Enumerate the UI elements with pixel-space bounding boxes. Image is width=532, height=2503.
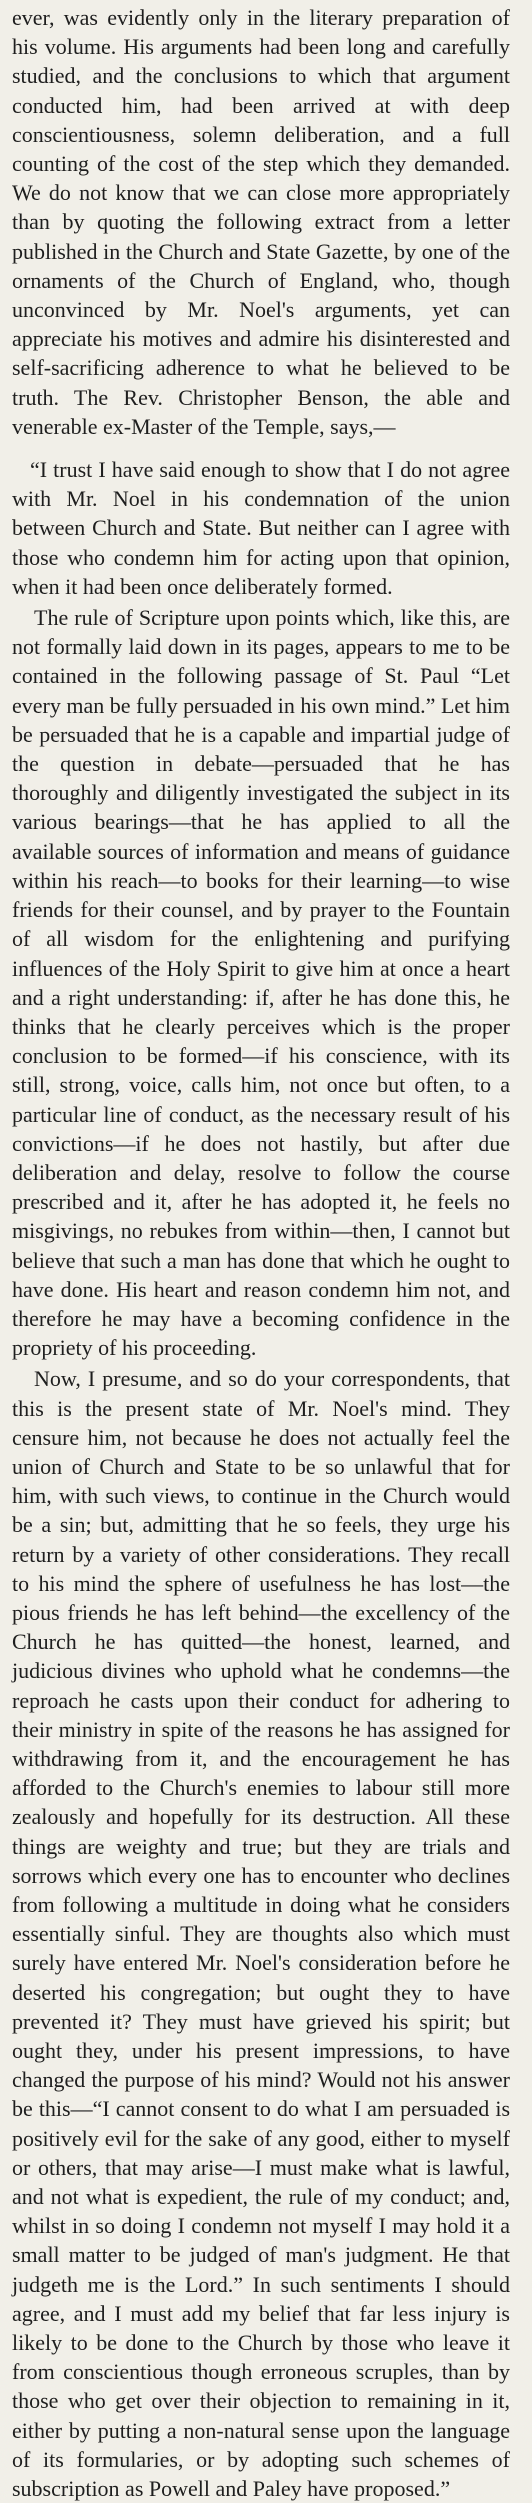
- benson-quotation: [12, 455, 510, 2503]
- intro-paragraph: ever, was evidently only in the literary preparation of his volume. His arguments had been long and carefully studied, and the conclusions to which that argument conducted him, had been arrived at with deep conscientiousness, solemn deliberation, and a full counting of the cost of the step which they demanded. We do not know that we can close more appropriately than by quoting the following extract from a letter published in the Church and State Gazette, by one of the ornaments of the Church of England, who, though unconvinced by Mr. Noel's arguments, yet can appreciate his motives and admire his disinterested and self-sacrificing adherence to what he believed to be truth. The Rev. Christopher Benson, the able and venerable ex-Master of the Temple, says,—: [12, 5, 510, 439]
- quote-paragraph-2: The rule of Scripture upon points which, like this, are not formally laid down in its pages, appears to me to be contained in the following passage of St. Paul “Let every man be fully persuaded in his own mind.” Let him be persuaded that he is a capable and impartial judge of the question in debate—persuaded that he has thoroughly and diligently investigated the subject in its various bearings—that he has applied to all the available sources of information and means of guidance within his reach—to books for their learning—to wise friends for their counsel, and by prayer to the Fountain of all wisdom for the enlightening and purifying influences of the Holy Spirit to give him at once a heart and a right understanding: if, after he has done this, he thinks that he clearly perceives which is the proper conclusion to be formed—if his conscience, with its still, strong, voice, calls him, not once but often, to a particular line of conduct, as the necessary result of his convictions—if he does not hastily, but after due deliberation and delay, resolve to follow the course prescribed and it, after he has adopted it, he feels no misgivings, no rebukes from within—then, I cannot but believe that such a man has done that which he ought to have done. His heart and reason condemn him not, and therefore he may have a becoming confidence in the propriety of his proceeding.: [12, 605, 510, 1361]
- quote-paragraph-1: “I trust I have said enough to show that I do not agree with Mr. Noel in his condemnation of the union between Church and State. But neither can I agree with those who condemn him for acting upon that opinion, when it had been once deliberately formed.: [12, 457, 510, 599]
- quote-paragraph-3: Now, I presume, and so do your correspondents, that this is the present state of Mr. Noel's mind. They censure him, not because he does not actually feel the union of Church and State to be so unlawful that for him, with such views, to continue in the Church would be a sin; but, admitting that he so feels, they urge his return by a variety of other considerations. They recall to his mind the sphere of usefulness he has lost—the pious friends he has left behind—the excellency of the Church he has quitted—the honest, learned, and judicious divines who uphold what he condemns—the reproach he casts upon their conduct for adhering to their ministry in spite of the reasons he has assigned for withdrawing from it, and the encouragement he has afforded to the Church's enemies to labour still more zealously and hopefully for its destruction. All these things are weighty and true; but they are trials and sorrows which every one has to encounter who declines from following a multitude in doing what he considers essentially sinful. They are thoughts also which must surely have entered Mr. Noel's consideration before he deserted his congregation; but ought they to have prevented it? They must have grieved his spirit; but ought they, under his present impressions, to have changed the purpose of his mind? Would not his answer be this—“I cannot consent to do what I am persuaded is positively evil for the sake of any good, either to myself or others, that may arise—I must make what is lawful, and not what is expedient, the rule of my conduct; and, whilst in so doing I condemn not myself I may hold it a small matter to be judged of man's judgment. He that judgeth me is the Lord.” In such sentiments I should agree, and I must add my belief that far less injury is likely to be done to the Church by those who leave it from conscientious though erroneous scruples, than by those who get over their objection to remaining in it, either by putting a non-natural sense upon the language of its formularies, or by adopting such schemes of subscription as Powell and Paley have proposed.”: [12, 1366, 510, 2502]
- article-column: [12, 3, 510, 2503]
